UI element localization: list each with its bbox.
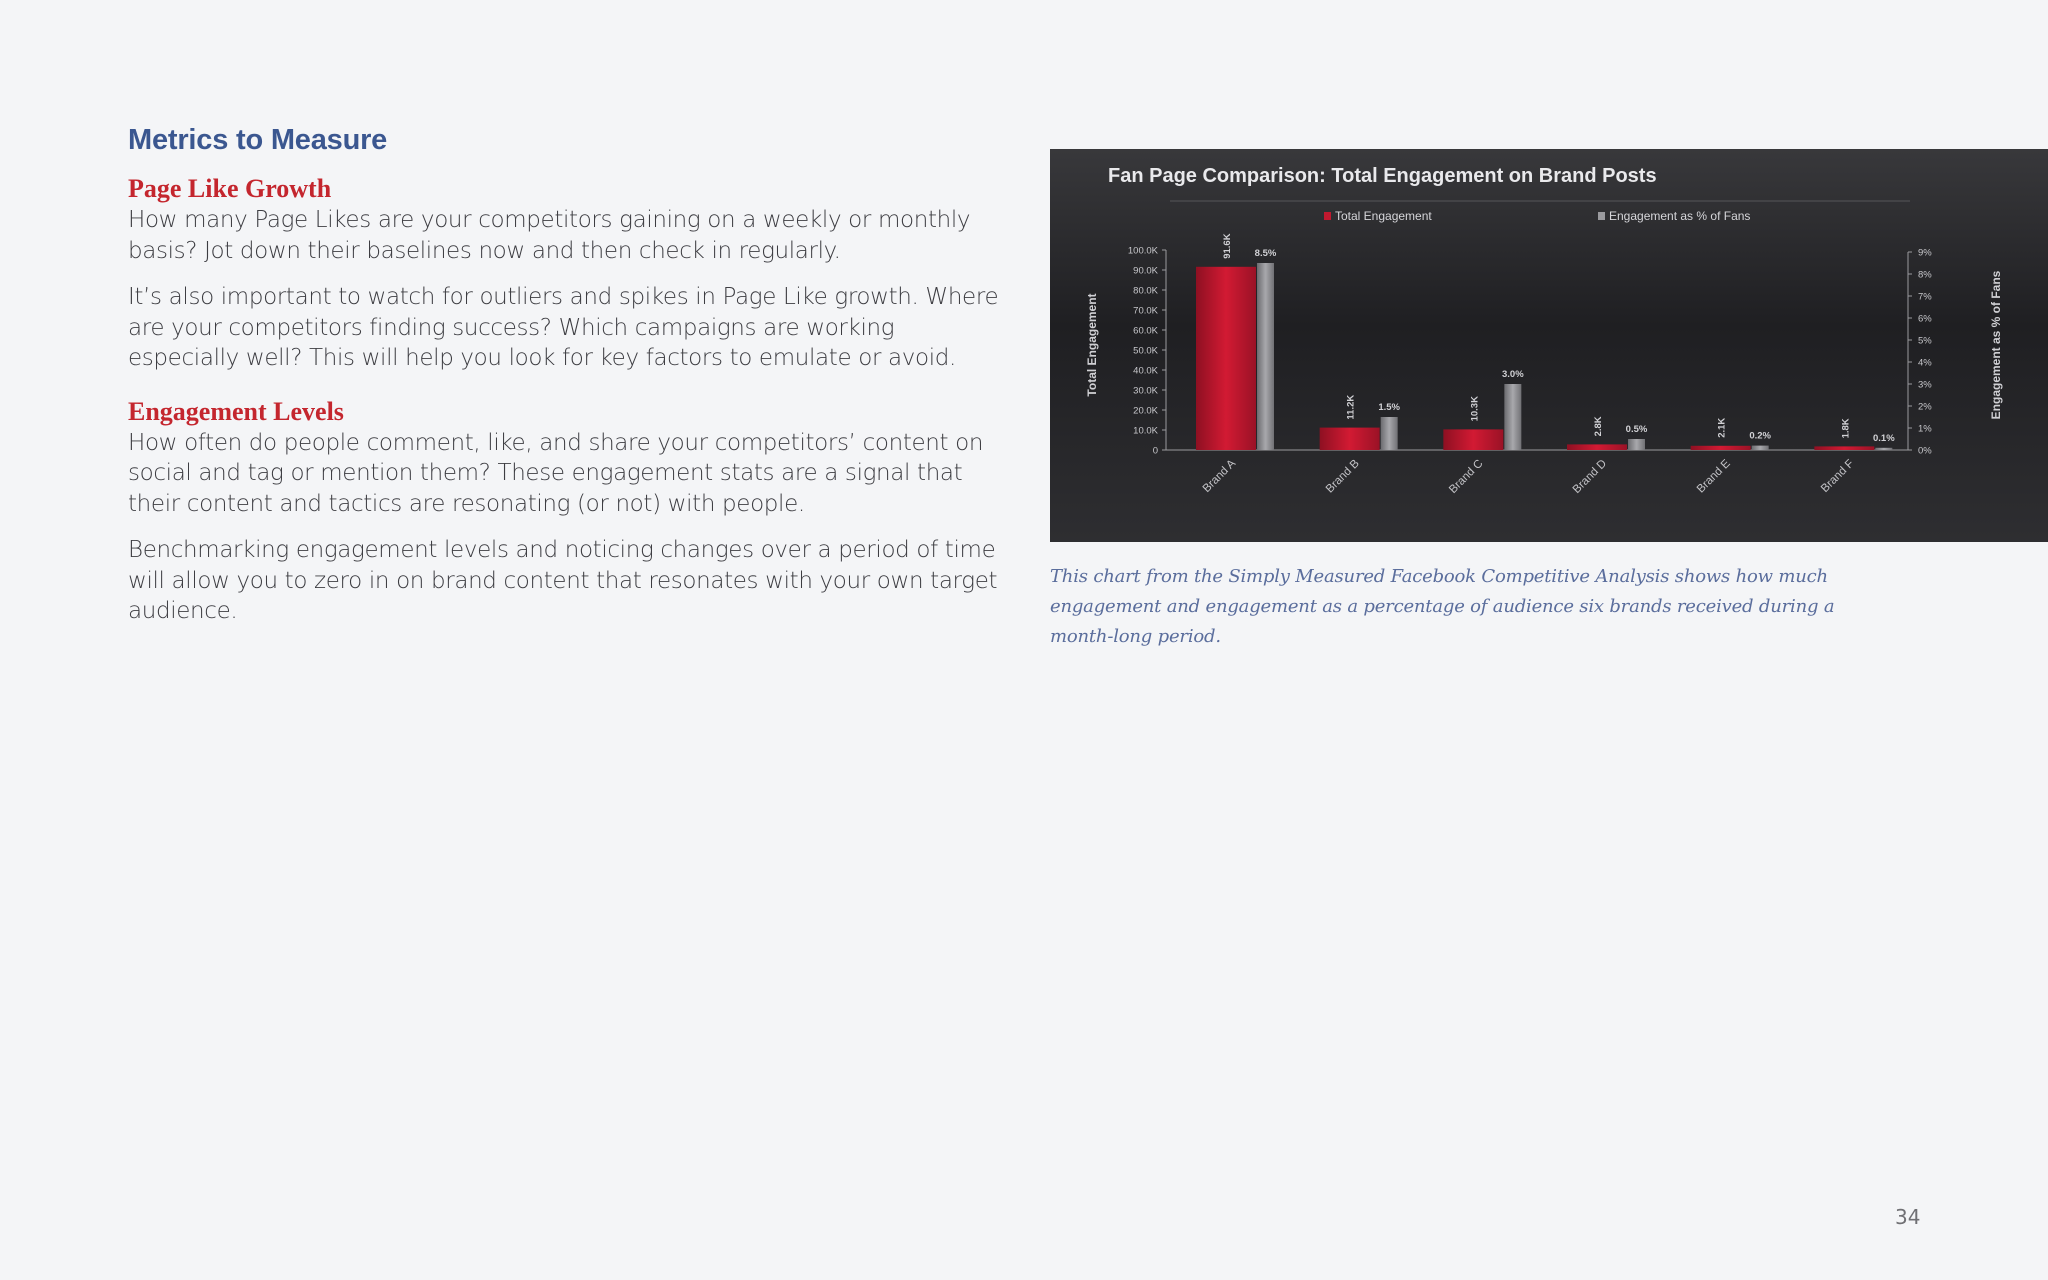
y2-tick-label: 3% <box>1918 379 1932 391</box>
legend-swatch-engagement-pct <box>1598 212 1605 220</box>
chart-title: Fan Page Comparison: Total Engagement on Brand Posts <box>1108 165 1657 187</box>
bar-engagement-pct <box>1875 448 1892 450</box>
bar-engagement-pct <box>1257 263 1274 450</box>
y-tick-label: 30.0K <box>1133 385 1158 397</box>
y2-tick-label: 0% <box>1918 445 1932 457</box>
y-tick-label: 50.0K <box>1133 345 1158 357</box>
data-label-engagement-pct: 3.0% <box>1502 369 1524 380</box>
bar-total-engagement <box>1814 446 1874 450</box>
legend-label-engagement-pct: Engagement as % of Fans <box>1609 209 1751 223</box>
data-label-engagement-pct: 0.1% <box>1873 432 1895 444</box>
engagement-para-1: How often do people comment, like, and share your competitors’ content on social and tag or mention them? These engagement stats are a signal that their content and tactics are resonating (or not) with people. <box>128 429 984 517</box>
engagement-para-2: Benchmarking engagement levels and noticing changes over a period of time will allow you to zero in on brand content that resonates with your own target audience. <box>128 537 998 624</box>
x-tick-label: Brand C <box>1447 457 1486 496</box>
y-tick-label: 20.0K <box>1133 405 1158 417</box>
y2-tick-label: 7% <box>1918 291 1932 303</box>
y-tick-label: 10.0K <box>1133 425 1158 437</box>
chart-caption: This chart from the Simply Measured Facebook Competitive Analysis shows how much engagement and engagement as a percentage of audience six brands received during a month-long period. <box>1050 566 1835 647</box>
y2-tick-label: 4% <box>1918 357 1932 369</box>
bar-engagement-pct <box>1752 446 1769 450</box>
y-tick-label: 70.0K <box>1133 305 1158 317</box>
bar-total-engagement <box>1443 429 1503 450</box>
y2-tick-label: 9% <box>1918 247 1932 259</box>
data-label-engagement-pct: 1.5% <box>1378 402 1400 413</box>
x-tick-label: Brand F <box>1819 457 1857 496</box>
y-tick-label: 0 <box>1152 445 1158 457</box>
legend-label-total-engagement: Total Engagement <box>1335 209 1432 223</box>
y-tick-label: 40.0K <box>1133 365 1158 377</box>
data-label-total-engagement: 91.6K <box>1222 233 1233 259</box>
legend-swatch-total-engagement <box>1324 212 1331 220</box>
chart-svg <box>1050 149 2048 542</box>
y-tick-label: 80.0K <box>1133 285 1158 297</box>
data-label-engagement-pct: 8.5% <box>1254 248 1277 259</box>
y-tick-label: 100.0K <box>1127 245 1158 257</box>
y-axis-title: Total Engagement <box>1085 293 1099 397</box>
y2-tick-label: 2% <box>1918 401 1932 413</box>
data-label-total-engagement: 10.3K <box>1469 396 1481 422</box>
x-tick-label: Brand D <box>1570 457 1610 496</box>
engagement-chart <box>1050 149 2048 542</box>
y2-axis-title: Engagement as % of Fans <box>1989 270 2003 420</box>
y2-tick-label: 6% <box>1918 313 1932 325</box>
data-label-engagement-pct: 0.5% <box>1625 424 1648 435</box>
bar-total-engagement <box>1691 446 1751 450</box>
y2-tick-label: 5% <box>1918 335 1932 347</box>
page-like-para-1: How many Page Likes are your competitors gaining on a weekly or monthly basis? Jot down their baselines now and then check in regularly. <box>128 207 971 264</box>
y2-tick-label: 1% <box>1918 423 1932 435</box>
data-label-engagement-pct: 0.2% <box>1749 430 1771 442</box>
y-tick-label: 60.0K <box>1133 325 1158 337</box>
page-like-para-2: It’s also important to watch for outliers and spikes in Page Like growth. Where are your competitors finding success? Which campaigns are working especially well? This will help you look for key factors to emulate or avoid. <box>128 284 999 371</box>
bar-engagement-pct <box>1381 417 1398 450</box>
data-label-total-engagement: 2.1K <box>1716 417 1728 438</box>
text-column <box>128 124 1008 643</box>
data-label-total-engagement: 2.8K <box>1593 416 1604 437</box>
engagement-levels-heading: Engagement Levels <box>128 396 344 426</box>
page-number: 34 <box>1895 1205 1921 1229</box>
bar-total-engagement <box>1567 444 1627 450</box>
data-label-total-engagement: 11.2K <box>1345 394 1357 420</box>
x-tick-label: Brand B <box>1323 457 1362 496</box>
bar-total-engagement <box>1320 428 1380 450</box>
data-label-total-engagement: 1.8K <box>1840 418 1852 439</box>
x-tick-label: Brand E <box>1694 457 1733 496</box>
x-tick-label: Brand A <box>1200 457 1239 496</box>
bar-engagement-pct <box>1628 439 1645 450</box>
y-tick-label: 90.0K <box>1133 265 1158 277</box>
section-title: Metrics to Measure <box>128 124 388 156</box>
bar-total-engagement <box>1196 267 1256 450</box>
y2-tick-label: 8% <box>1918 269 1932 281</box>
bar-engagement-pct <box>1504 384 1521 450</box>
page-like-growth-heading: Page Like Growth <box>128 174 332 203</box>
